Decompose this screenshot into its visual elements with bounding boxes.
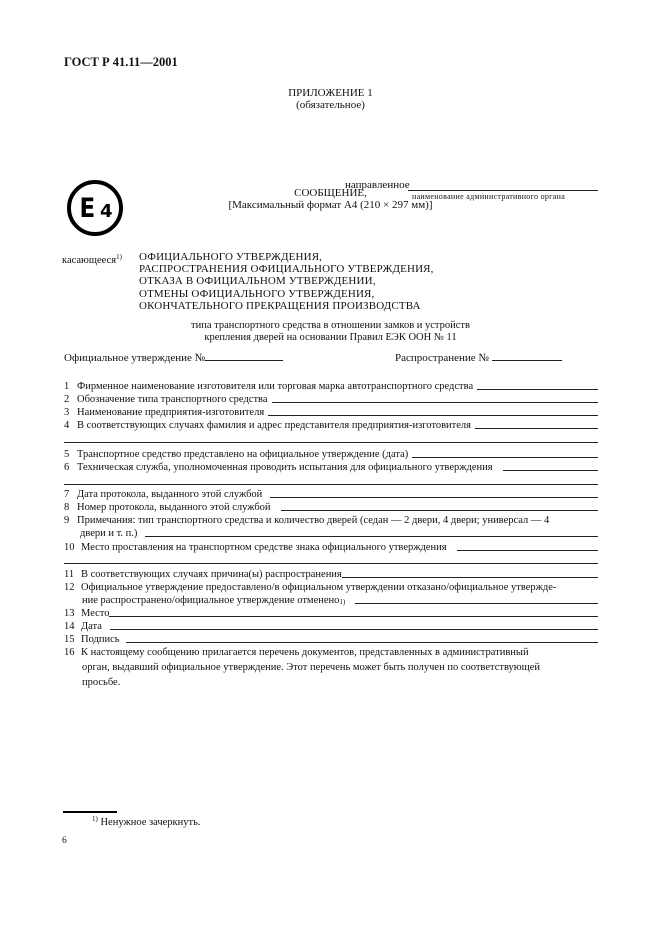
extension-number-row bbox=[395, 351, 562, 364]
annex-title: ПРИЛОЖЕНИЕ 1 bbox=[288, 87, 373, 99]
item-4-field[interactable] bbox=[475, 427, 598, 429]
item-label: В соответствующих случаях фамилия и адрес представителя предприятия-изготовителя bbox=[77, 420, 471, 431]
item-5-field[interactable] bbox=[412, 456, 598, 458]
concerning-option-approval[interactable]: ОФИЦИАЛЬНОГО УТВЕРЖДЕНИЯ, bbox=[139, 251, 323, 263]
item-16-text: К настоящему сообщению прилагается перечень документов, представленных в административный bbox=[81, 647, 529, 658]
extension-number-field[interactable] bbox=[492, 351, 562, 361]
concerning-label bbox=[62, 253, 122, 266]
sent-to-label: направленное bbox=[345, 179, 410, 191]
message-format-note: [Максимальный формат А4 (210 × 297 мм)] bbox=[228, 199, 433, 211]
item-label-continuation: ние распространено/официальное утверждение отменено bbox=[82, 595, 340, 606]
item-number: 10 bbox=[64, 542, 75, 553]
item-number: 11 bbox=[64, 569, 75, 580]
form-item-1 bbox=[64, 379, 598, 392]
item-label: Примечания: тип транспортного средства и количество дверей (седан — 2 двери, 4 двери; универсал — 4 bbox=[77, 515, 550, 526]
concerning-option-refusal[interactable]: ОТКАЗА В ОФИЦИАЛЬНОМ УТВЕРЖДЕНИИ, bbox=[139, 275, 376, 288]
item-label: Официальное утверждение предоставлено/в официальном утверждении отказано/официальное утвержде- bbox=[81, 582, 557, 593]
item-4-continuation-field[interactable] bbox=[64, 442, 598, 443]
form-item-6 bbox=[64, 460, 598, 473]
item-11-field[interactable] bbox=[342, 576, 598, 578]
date-field[interactable] bbox=[110, 628, 598, 630]
item-16-line-3: просьбе. bbox=[82, 677, 121, 688]
concerning-option-withdrawal[interactable]: ОТМЕНЫ ОФИЦИАЛЬНОГО УТВЕРЖДЕНИЯ, bbox=[139, 287, 375, 300]
item-3-field[interactable] bbox=[268, 414, 598, 416]
approval-mark-letter: E bbox=[78, 192, 96, 224]
item-7-field[interactable] bbox=[270, 496, 598, 498]
form-item-8 bbox=[64, 500, 598, 513]
item-number: 8 bbox=[64, 502, 70, 513]
form-item-13 bbox=[64, 606, 598, 619]
form-item-4 bbox=[64, 418, 598, 431]
item-label: Наименование предприятия-изготовителя bbox=[77, 407, 265, 418]
form-item-16 bbox=[64, 645, 598, 690]
item-16-line-2: орган, выдавший официальное утверждение. Этот перечень может быть получен по соответствующей bbox=[82, 662, 541, 673]
sent-to-caption: наименование административного органа bbox=[412, 192, 566, 201]
item-1-field[interactable] bbox=[477, 388, 598, 390]
footnote-ref: 1) bbox=[116, 253, 122, 261]
item-6-field[interactable] bbox=[503, 469, 598, 471]
form-item-15 bbox=[64, 632, 598, 645]
item-label-continuation: двери и т. п.) bbox=[80, 528, 138, 539]
form-item-3 bbox=[64, 405, 598, 418]
item-16-line-1 bbox=[64, 645, 598, 660]
form-item-11 bbox=[64, 567, 598, 580]
item-label: Дата bbox=[81, 621, 102, 632]
item-10-continuation-field[interactable] bbox=[64, 563, 598, 564]
subject-description bbox=[0, 320, 661, 344]
message-title: СООБЩЕНИЕ, bbox=[294, 187, 367, 199]
approval-mark-circle-icon bbox=[67, 180, 123, 236]
item-label: Номер протокола, выданного этой службой bbox=[77, 502, 271, 513]
item-12-field[interactable] bbox=[355, 602, 598, 604]
extension-number-label: Распространение № bbox=[395, 352, 489, 364]
annex-subtitle: (обязательное) bbox=[296, 99, 365, 111]
form-item-12-continuation bbox=[64, 593, 598, 606]
footnote-marker: 1) bbox=[92, 815, 98, 823]
form-item-14 bbox=[64, 619, 598, 632]
item-number: 13 bbox=[64, 608, 75, 619]
page-number: 6 bbox=[62, 836, 67, 846]
concerning-label-text: касающееся bbox=[62, 255, 117, 266]
item-number: 1 bbox=[64, 381, 70, 392]
item-label: Техническая служба, уполномоченная проводить испытания для официального утверждения bbox=[77, 462, 493, 473]
item-label: Место проставления на транспортном средстве знака официального утверждения bbox=[81, 542, 447, 553]
approval-number-row bbox=[64, 351, 283, 364]
subject-line-2: крепления дверей на основании Правил ЕЭК ООН № 11 bbox=[204, 332, 457, 343]
item-number: 12 bbox=[64, 582, 75, 593]
approval-number-field[interactable] bbox=[205, 351, 283, 361]
item-label: Место bbox=[81, 608, 110, 619]
item-8-field[interactable] bbox=[281, 509, 598, 511]
item-6-continuation-field[interactable] bbox=[64, 484, 598, 485]
item-number: 6 bbox=[64, 462, 70, 473]
approval-number-label: Официальное утверждение № bbox=[64, 352, 206, 364]
sent-to-field[interactable] bbox=[408, 190, 598, 191]
form-item-10 bbox=[64, 540, 598, 553]
form-item-7 bbox=[64, 487, 598, 500]
signature-field[interactable] bbox=[126, 641, 598, 643]
form-item-9 bbox=[64, 513, 598, 526]
item-number: 9 bbox=[64, 515, 70, 526]
form-item-9-continuation bbox=[64, 526, 598, 539]
document-code: ГОСТ Р 41.11—2001 bbox=[64, 55, 178, 69]
footnote-text: Ненужное зачеркнуть. bbox=[100, 817, 201, 828]
item-number: 15 bbox=[64, 634, 75, 645]
concerning-option-extension[interactable]: РАСПРОСТРАНЕНИЯ ОФИЦИАЛЬНОГО УТВЕРЖДЕНИЯ, bbox=[139, 263, 434, 276]
footnote-divider bbox=[63, 811, 117, 813]
item-label: Фирменное наименование изготовителя или торговая марка автотранспортного средства bbox=[77, 381, 474, 392]
item-label: Транспортное средство представлено на официальное утверждение (дата) bbox=[77, 449, 409, 460]
item-number: 7 bbox=[64, 489, 70, 500]
item-9-field[interactable] bbox=[145, 535, 598, 537]
item-number: 4 bbox=[64, 420, 70, 431]
item-label: В соответствующих случаях причина(ы) распространения bbox=[81, 569, 342, 580]
item-number: 5 bbox=[64, 449, 70, 460]
concerning-options-list bbox=[139, 251, 434, 312]
item-2-field[interactable] bbox=[272, 401, 598, 403]
item-label: Обозначение типа транспортного средства bbox=[77, 394, 268, 405]
form-item-5 bbox=[64, 447, 598, 460]
item-label: Дата протокола, выданного этой службой bbox=[77, 489, 263, 500]
item-10-field[interactable] bbox=[457, 549, 598, 551]
item-number: 3 bbox=[64, 407, 70, 418]
item-number: 16 bbox=[64, 647, 75, 658]
concerning-option-discontinued[interactable]: ОКОНЧАТЕЛЬНОГО ПРЕКРАЩЕНИЯ ПРОИЗВОДСТВА bbox=[139, 299, 421, 312]
footnote bbox=[92, 815, 201, 828]
form-item-2 bbox=[64, 392, 598, 405]
form-item-12 bbox=[64, 580, 598, 593]
approval-mark-number: 4 bbox=[99, 200, 113, 222]
item-label: Подпись bbox=[81, 634, 120, 645]
footnote-ref: 1) bbox=[339, 598, 346, 606]
item-number: 2 bbox=[64, 394, 70, 405]
subject-line-1: типа транспортного средства в отношении замков и устройств bbox=[191, 320, 470, 331]
item-number: 14 bbox=[64, 621, 75, 632]
place-field[interactable] bbox=[109, 615, 598, 617]
